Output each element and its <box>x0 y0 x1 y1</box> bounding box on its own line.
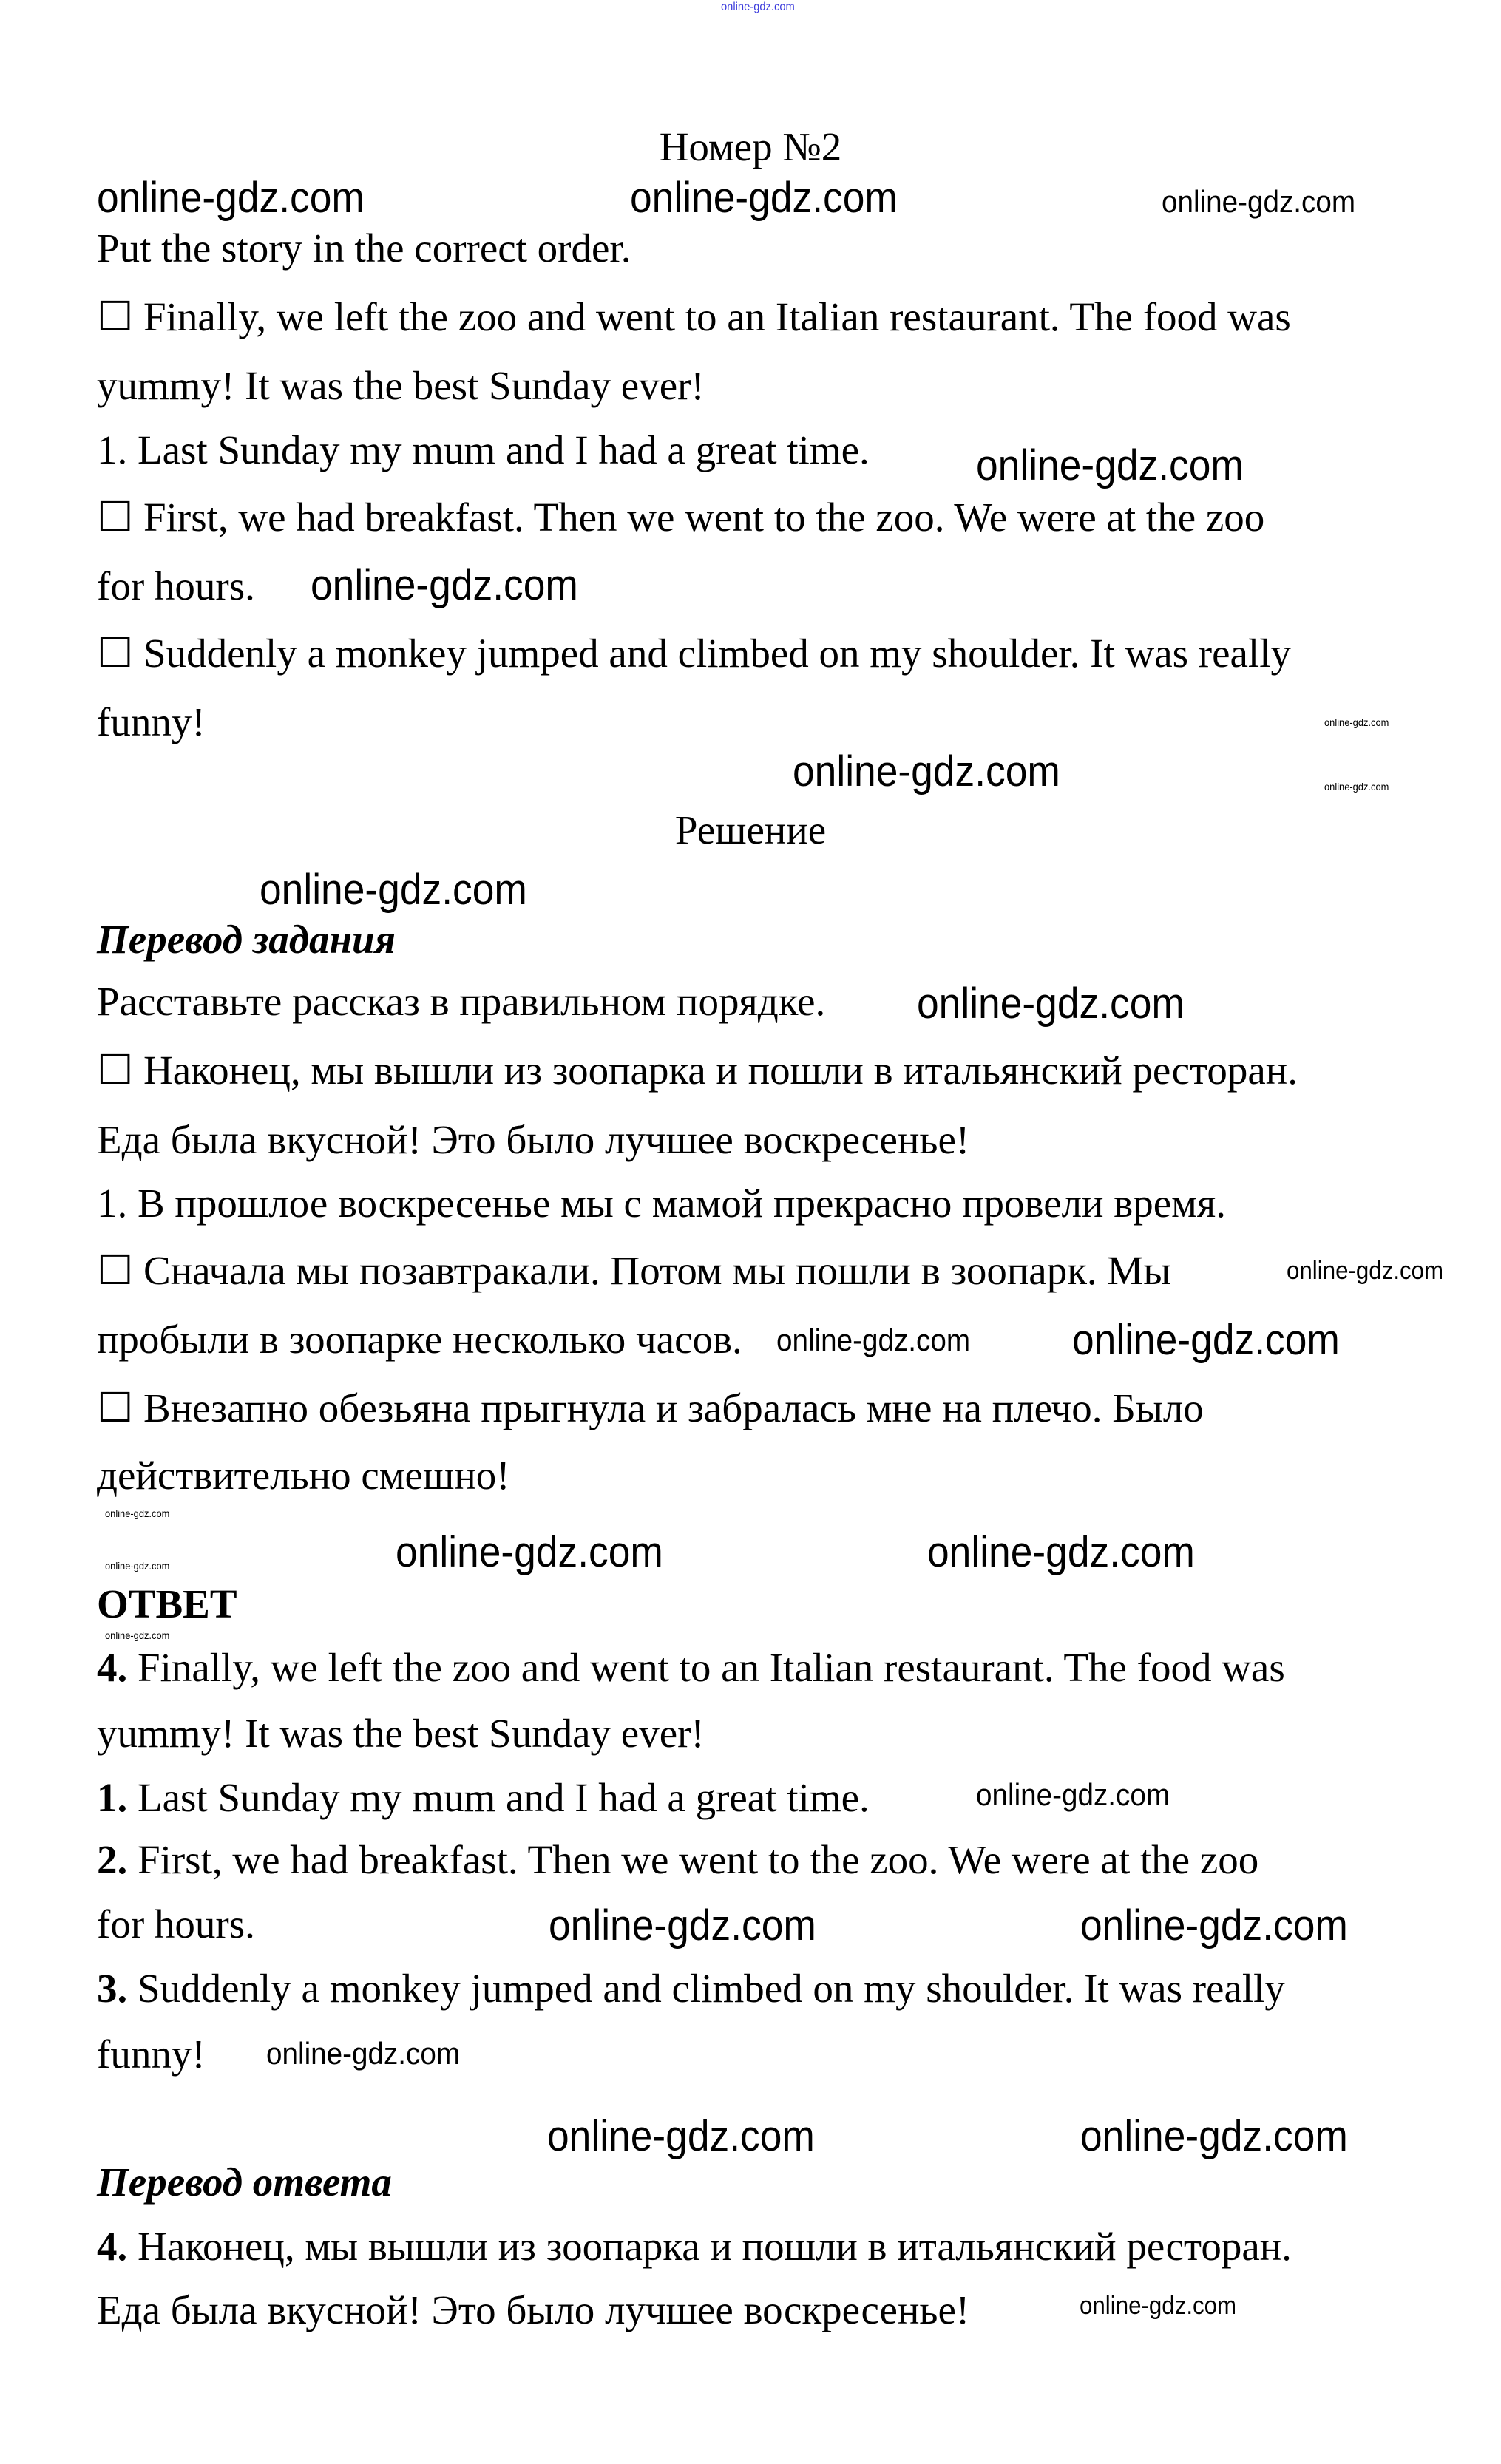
watermark: online-gdz.com <box>97 174 365 222</box>
watermark: online-gdz.com <box>547 2112 815 2160</box>
watermark: online-gdz.com <box>1072 1316 1340 1364</box>
translation-line: Расставьте рассказ в правильном порядке. <box>97 979 826 1024</box>
task-line: ☐ Finally, we left the zoo and went to an Italian restaurant. The food was <box>97 294 1291 339</box>
answer-text: funny! <box>97 2032 206 2077</box>
translation-line: Еда была вкусной! Это было лучшее воскресенье! <box>97 1117 970 1162</box>
watermark: online-gdz.com <box>776 1323 971 1357</box>
translation-line: действительно смешно! <box>97 1453 510 1498</box>
answer-text: for hours. <box>97 1901 255 1947</box>
answer-translation-line <box>97 2287 969 2333</box>
answer-text: Наконец, мы вышли из зоопарка и пошли в итальянский ресторан. <box>127 2224 1292 2269</box>
task-line: for hours. <box>97 563 255 608</box>
page-title: Номер №2 <box>659 124 842 169</box>
watermark: online-gdz.com <box>917 980 1185 1028</box>
answer-number: 4. <box>97 1645 128 1690</box>
answer-line <box>97 1645 1285 1691</box>
task-line: ☐ First, we had breakfast. Then we went to the zoo. We were at the zoo <box>97 495 1265 540</box>
answer-text: First, we had breakfast. Then we went to the zoo. We were at the zoo <box>127 1837 1259 1882</box>
answer-number: 4. <box>97 2224 128 2269</box>
task-line: 1. Last Sunday my mum and I had a great time. <box>97 427 870 472</box>
answer-text: Suddenly a monkey jumped and climbed on my shoulder. It was really <box>127 1966 1285 2011</box>
answer-line <box>97 1966 1285 2012</box>
translation-line: ☐ Внезапно обезьяна прыгнула и забралась мне на плечо. Было <box>97 1385 1204 1430</box>
watermark: online-gdz.com <box>260 866 527 914</box>
watermark: online-gdz.com <box>266 2036 461 2071</box>
translation-line: 1. В прошлое воскресенье мы с мамой прекрасно провели время. <box>97 1181 1226 1226</box>
watermark: online-gdz.com <box>630 174 898 222</box>
translation-line: ☐ Сначала мы позавтракали. Потом мы пошли в зоопарк. Мы <box>97 1248 1171 1293</box>
answer-line <box>97 2032 206 2077</box>
watermark: online-gdz.com <box>1324 781 1389 793</box>
task-line: yummy! It was the best Sunday ever! <box>97 363 705 408</box>
answer-heading: ОТВЕТ <box>97 1581 237 1626</box>
watermark: online-gdz.com <box>549 1901 816 1949</box>
answer-line <box>97 1901 255 1947</box>
watermark: online-gdz.com <box>927 1528 1195 1576</box>
watermark: online-gdz.com <box>105 1560 170 1572</box>
watermark: online-gdz.com <box>721 1 795 13</box>
watermark: online-gdz.com <box>311 561 578 609</box>
watermark: online-gdz.com <box>105 1507 170 1519</box>
answer-text: Еда была вкусной! Это было лучшее воскресенье! <box>97 2287 970 2332</box>
translation-line: пробыли в зоопарке несколько часов. <box>97 1317 742 1362</box>
task-line: ☐ Suddenly a monkey jumped and climbed on my shoulder. It was really <box>97 631 1291 676</box>
task-instruction: Put the story in the correct order. <box>97 225 631 271</box>
watermark: online-gdz.com <box>396 1528 663 1576</box>
solution-heading: Решение <box>674 807 827 852</box>
answer-line <box>97 1775 870 1821</box>
watermark: online-gdz.com <box>1162 184 1356 219</box>
watermark: online-gdz.com <box>793 747 1060 795</box>
answer-number: 3. <box>97 1966 128 2011</box>
answer-line <box>97 1711 705 1757</box>
answer-translation-line <box>97 2224 1292 2270</box>
answer-text: Finally, we left the zoo and went to an Italian restaurant. The food was <box>127 1645 1285 1690</box>
answer-number: 2. <box>97 1837 128 1882</box>
answer-translation-heading: Перевод ответа <box>97 2159 392 2205</box>
watermark: online-gdz.com <box>1324 716 1389 728</box>
watermark: online-gdz.com <box>105 1629 170 1641</box>
watermark: online-gdz.com <box>1080 1901 1348 1949</box>
answer-text: Last Sunday my mum and I had a great time. <box>127 1775 870 1820</box>
answer-line <box>97 1837 1258 1883</box>
answer-number: 1. <box>97 1775 128 1820</box>
task-line: funny! <box>97 699 206 744</box>
watermark: online-gdz.com <box>1080 2112 1348 2160</box>
watermark: online-gdz.com <box>976 441 1244 489</box>
answer-text: yummy! It was the best Sunday ever! <box>97 1711 705 1756</box>
translation-line: ☐ Наконец, мы вышли из зоопарка и пошли в итальянский ресторан. <box>97 1048 1298 1093</box>
watermark: online-gdz.com <box>1287 1257 1444 1285</box>
watermark: online-gdz.com <box>1080 2292 1237 2320</box>
task-translation-heading: Перевод задания <box>97 917 396 962</box>
watermark: online-gdz.com <box>976 1777 1170 1812</box>
